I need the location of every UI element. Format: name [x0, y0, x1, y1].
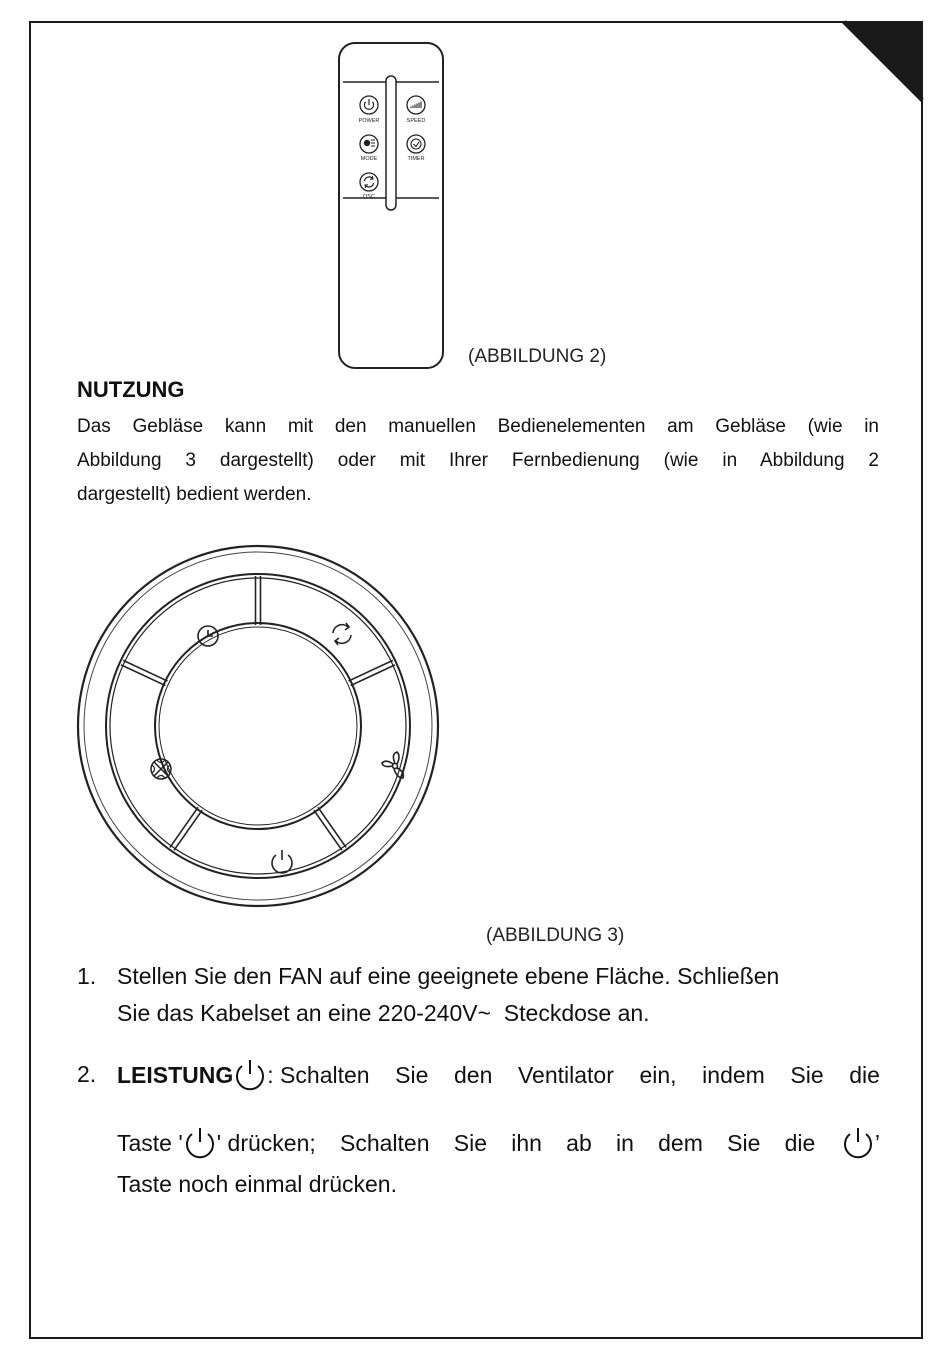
step-2-word: Sie	[395, 1062, 429, 1088]
step-2-word: in	[616, 1130, 634, 1156]
step-2-line-3: Taste noch einmal drücken.	[117, 1171, 397, 1197]
intro-line: Abbildung 3 dargestellt) oder mit Ihrer Fernbedienung (wie in Abbildung 2	[77, 450, 879, 471]
remote-control-illustration	[336, 40, 448, 372]
remote-label-speed: SPEED	[406, 118, 426, 124]
figure2-caption: (ABBILDUNG 2)	[468, 346, 607, 367]
remote-label-timer: TIMER	[407, 156, 425, 162]
section-heading: NUTZUNG	[77, 377, 185, 402]
step-2-word: Sie	[727, 1130, 761, 1156]
power-icon	[183, 1124, 217, 1162]
leistung-label: LEISTUNG	[117, 1062, 234, 1088]
step-2-word: indem	[702, 1062, 765, 1088]
step-2-text: Taste '	[117, 1130, 183, 1156]
step-2-text: ' drücken;	[216, 1130, 316, 1156]
step-2-line-2	[117, 1124, 880, 1162]
step-2-word: die	[849, 1062, 880, 1088]
step-2-word: Sie	[790, 1062, 824, 1088]
step-2-word: ab	[566, 1130, 592, 1156]
intro-line: Das Gebläse kann mit den manuellen Bedienelementen am Gebläse (wie in	[77, 416, 879, 437]
power-icon	[233, 1056, 267, 1094]
step-1-line-2: Sie das Kabelset an eine 220-240V~ Steckdose an.	[117, 1000, 650, 1026]
step-2-word: ein,	[639, 1062, 677, 1088]
intro-line: dargestellt) bedient werden.	[77, 484, 312, 505]
step-2-word: ihn	[511, 1130, 542, 1156]
step-2-word: die	[784, 1130, 816, 1156]
step-2-line-1	[117, 1056, 880, 1094]
step-number: 1.	[77, 963, 97, 989]
figure3-caption: (ABBILDUNG 3)	[486, 925, 625, 946]
step-2-text: ’	[874, 1130, 880, 1156]
step-2-word: : Schalten	[267, 1062, 370, 1088]
power-icon	[841, 1124, 875, 1162]
intro-paragraph	[77, 410, 879, 512]
remote-mode-button[interactable]	[360, 135, 378, 153]
remote-label-osc: OSC	[363, 194, 375, 200]
remote-label-mode: MODE	[360, 156, 378, 162]
step-number: 2.	[77, 1061, 97, 1087]
step-2-word: dem	[658, 1130, 703, 1156]
step-2-word: Sie	[453, 1130, 487, 1156]
step-2-word: Ventilator	[517, 1062, 614, 1088]
control-panel-illustration	[76, 533, 446, 918]
step-1-line-1: Stellen Sie den FAN auf eine geeignete ebene Fläche. Schließen	[117, 963, 780, 989]
step-2-word: Schalten	[340, 1130, 430, 1156]
remote-label-power: POWER	[358, 118, 380, 124]
mode-icon[interactable]	[151, 759, 171, 779]
remote-timer-button[interactable]	[407, 135, 425, 153]
remote-power-button[interactable]	[360, 96, 378, 114]
remote-speed-button[interactable]	[407, 96, 425, 114]
remote-osc-button[interactable]	[360, 173, 378, 191]
step-2-word: den	[454, 1062, 493, 1088]
